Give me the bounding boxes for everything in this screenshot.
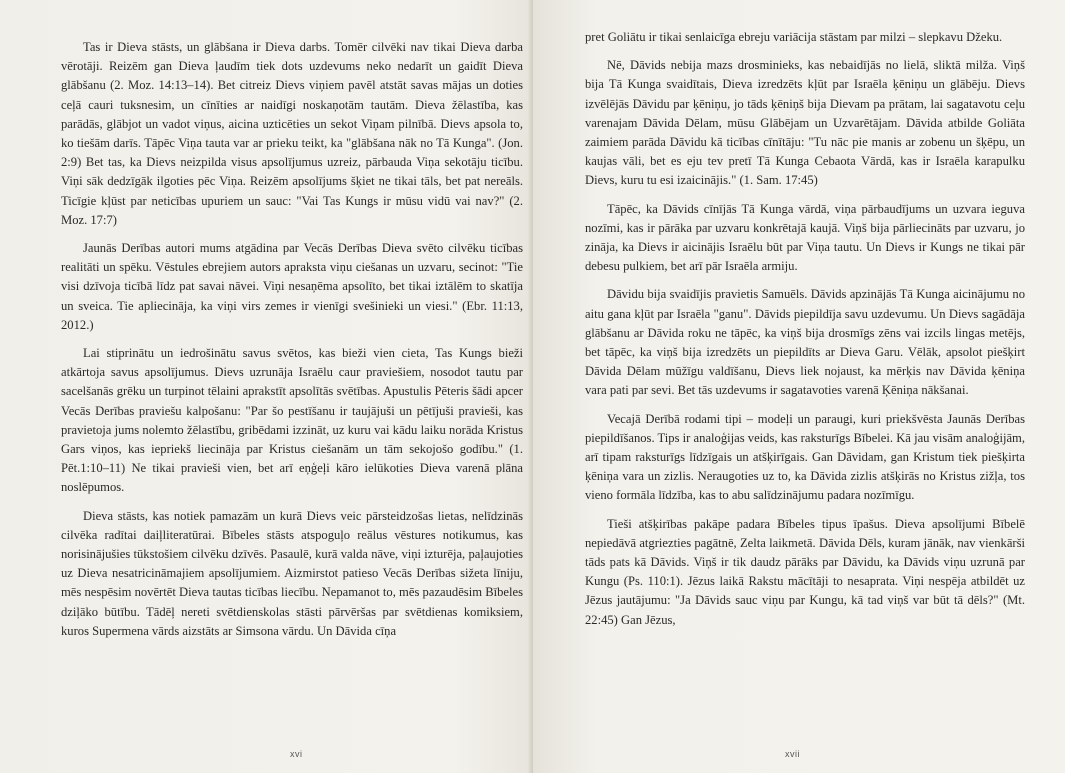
paragraph: Tāpēc, ka Dāvids cīnījās Tā Kunga vārdā, viņa pārbaudījums un uzvara ieguva nozīmi, kas ir pārāka par uzvaru konkrētajā kaujā. Viņš bija pārliecināts par uzvaru, jo zināja, ka Dievs ir aicinājis Israēlu būt par Viņa tautu. Un Dievs ir Kungs ne tikai pār debesu pulkiem, bet arī pār Israēla armiju.	[585, 201, 1025, 274]
paragraph: Dieva stāsts, kas notiek pamazām un kurā Dievs veic pārsteidzošas lietas, nelīdzinās cilvēka radītai daiļliteratūrai. Bībeles stāsts atspoguļo reālus vēstures notikumus, kas norisinājušies tūkstošiem cilvēku dzīvēs. Pasaulē, kurā valda nāve, viņi izturēja, paļaujoties uz Dieva nesatricināmajiem apsolījumiem. Aizmirstot patieso Vecās Derības sižeta līniju, mēs nespēsim novērtēt Dieva tautas ticības liecību. Nepamanot to, mēs pazaudēsim Bībeles dziļāko būtību. Tādēļ nereti svētdienskolas stāsti pārvēršas par svētdienas komiksiem, kuros Supermena vārds aizstāts ar Simsona vārdu. Un Dāvida cīņa	[61, 508, 523, 638]
page-number: xvii	[785, 749, 800, 759]
paragraph: Vecajā Derībā rodami tipi – modeļi un paraugi, kuri priekšvēsta Jaunās Derības piepildīšanos. Tips ir analoģijas veids, kas raksturīgs Bībelei. Kā jau visām analoģijām, arī tipam raksturīgs līdzīgais un atšķirīgais. Gan Dāvidam, gan Kristum tiek piešķirta ķēniņa vara un zizlis. Neraugoties uz to, ka Dāvida zizlis atšķirās no Kristus zižļa, tos vieno formāla līdzība, kas to abu salīdzinājumu padara nozīmīgu.	[585, 411, 1025, 503]
paragraph: Tas ir Dieva stāsts, un glābšana ir Dieva darbs. Tomēr cilvēki nav tikai Dieva darba vērotāji. Reizēm gan Dieva ļaudīm tiek dots uzdevums neko nedarīt un gaidīt Dieva glābšanu (2. Moz. 14:13–14). Bet citreiz Dievs viņiem pavēl atstāt savas mājas un doties ceļā cauri tuksnesim, un cīnīties ar naidīgi noskaņotām tautām. Dieva žēlastība, kas parādās, glābjot un vadot viņus, aicina uzticēties un sekot Viņam pilnībā. Dievs apsola to, ko tiešām darīs. Tāpēc Viņa tauta var ar prieku teikt, ka "glābšana nāk no Tā Kunga". (Jon. 2:9) Bet tas, ka Dievs neizpilda visus apsolījumus uzreiz, pārbauda Viņa sekotāju ticību. Viņi sāk dedzīgāk ilgoties pēc Viņa. Reizēm apsolījums šķiet ne tikai tāls, bet pat nereāls. Ticīgie kļūst par neticības upuriem un sauc: "Vai Tas Kungs ir mūsu vidū vai nav?" (2. Moz. 17:7)	[61, 40, 523, 227]
paragraph: Tieši atšķirības pakāpe padara Bībeles tipus īpašus. Dieva apsolījumi Bībelē nepiedāvā atgriezties pagātnē, Zelta laikmetā. Dāvida Dēls, kuram jānāk, nav vienkārši tāds pats kā Dāvids. Viņš ir tik daudz pārāks par Dāvidu, ka Dāvids viņu uzrunā par Kungu (Ps. 110:1). Jēzus laikā Rakstu mācītāji to nesaprata. Viņi nespēja atbildēt uz Jēzus jautājumu: "Ja Dāvids sauc viņu par Kungu, kā tad viņš var būt tā dēls?" (Mt. 22:45) Gan Jēzus,	[585, 516, 1025, 627]
paragraph: Dāvidu bija svaidījis pravietis Samuēls. Dāvids apzinājās Tā Kunga aicinājumu no aitu gana kļūt par Israēla "ganu". Dāvids piepildīja savu uzdevumu. Un Dievs sagādāja glābšanu ar Dāvida roku ne tāpēc, ka viņš bija drosmīgs zēns vai izcils lingas metējs, bet tāpēc, ka viņš bija izredzēts un piepildīts ar Dieva Garu. Vēlāk, apsolot piešķirt Dāvida Dēlam mūžīgu valdīšanu, Dievs liek nojaust, ka mērķis nav Dāvida ķēniņa vara pati par sevi. Bet tās uzdevums ir sagatavoties varenā Ķēniņa nākšanai.	[585, 287, 1025, 398]
paragraph: pret Goliātu ir tikai senlaicīga ebreju variācija stāstam par milzi – slepkavu Džeku.	[585, 30, 1003, 44]
right-page	[533, 0, 1065, 773]
paragraph: Lai stiprinātu un iedrošinātu savus svētos, kas bieži vien cieta, Tas Kungs bieži atkārtoja savus apsolījumus. Dievs uzrunāja Israēlu caur praviešiem, nosodot tautu par sacelšanās grēku un turpinot tēlaini aprakstīt apsolītās svētības. Apustulis Pēteris šādi apcer Vecās Derības praviešu kalpošanu: "Par šo pestīšanu ir taujājuši un pētījuši pravieši, kas pravietoja jums nolemto žēlastību, gribēdami izzināt, uz kuru vai kādu laiku norāda Kristus Gars viņos, kas iepriekš liecināja par Kristus ciešanām un tām sekojošo godību." (1. Pēt.1:10–11) Ne tikai pravieši vien, bet arī eņģeļi kāro ielūkoties Dieva varenā plāna noslēpumos.	[61, 346, 523, 495]
paragraph: Nē, Dāvids nebija mazs drosminieks, kas nebaidījās no lielā, sliktā milža. Viņš bija Tā Kunga svaidītais, Dieva izredzēts kļūt par Israēla ķēniņu un glābēju. Dievs izvēlējās Dāvidu par ķēniņu, jo tāds ķēniņš bija Dievam pa prātam, lai sagatavotu ceļu varenajam Dāvida Dēlam, mūsu Glābējam un Uzvarētājam. Dāvida atbilde Goliāta zaimiem parāda Dāvidu kā ticības cīnītāju: "Tu nāc pie manis ar zobenu un šķēpu, un kaujas vāli, bet es eju tev pretī Tā Kunga Cebaota Vārdā, kas ir Israēla karapulku Dievs, kuru tu esi izaicinājis." (1. Sam. 17:45)	[585, 58, 1025, 188]
page-number: xvi	[290, 749, 303, 759]
paragraph: Jaunās Derības autori mums atgādina par Vecās Derības Dieva svēto cilvēku ticības realitāti un spēku. Vēstules ebrejiem autors apraksta viņu ciešanas un uzvaru, secinot: "Tie visi dzīvoja ticībā līdz pat savai nāvei. Viņi nesaņēma apsolīto, bet tikai iztālēm to skatīja un sveica. Tie apliecināja, ka viņi virs zemes ir vienīgi svešinieki un viesi." (Ebr. 11:13, 2012.)	[61, 241, 523, 332]
